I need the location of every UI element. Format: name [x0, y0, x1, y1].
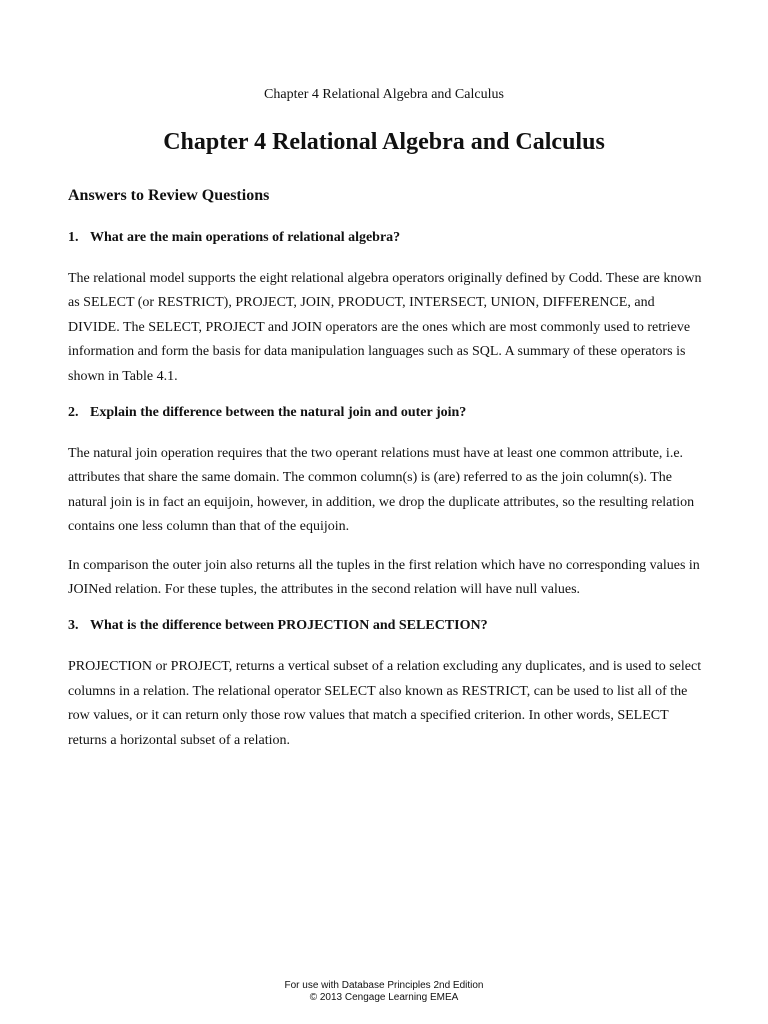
- page-footer: [0, 980, 768, 1004]
- answer-2-paragraph-2: In comparison the outer join also returns all the tuples in the first relation which have no corresponding values in JOINed relation. For these tuples, the attributes in the second relation will have null values.: [68, 557, 700, 598]
- question-number: 3.: [68, 618, 79, 634]
- question-text: What are the main operations of relational algebra?: [90, 230, 401, 245]
- section-heading: Answers to Review Questions: [68, 187, 270, 204]
- question-number: 1.: [68, 230, 79, 245]
- footer-copyright: © 2013 Cengage Learning EMEA: [309, 992, 459, 1003]
- question-2: [68, 403, 708, 423]
- question-text: What is the difference between PROJECTION and SELECTION?: [90, 618, 488, 634]
- footer-line-1: For use with Database Principles 2nd Edition: [284, 980, 484, 991]
- answer-1-paragraph-1: The relational model supports the eight relational algebra operators originally defined by Codd. These are known as SELECT (or RESTRICT), PROJECT, JOIN, PRODUCT, INTERSECT, UNION, DIFFERENCE, and DIVIDE. The SELECT, PROJECT and JOIN operators are the ones which are most commonly used to retrieve information and form the basis for data manipulation languages such as SQL. A summary of these operators is shown in Table 4.1.: [68, 271, 702, 384]
- answer-3-paragraph-1: PROJECTION or PROJECT, returns a vertical subset of a relation excluding any duplicates, and is used to select columns in a relation. The relational operator SELECT also known as RESTRICT, can be used to list all of the row values, or it can return only those row values that match a specified criterion. In other words, SELECT returns a horizontal subset of a relation.: [68, 659, 702, 748]
- question-3: [68, 616, 708, 636]
- question-text: Explain the difference between the natural join and outer join?: [90, 405, 467, 421]
- main-content: [68, 186, 708, 767]
- answer-2-paragraph-1: The natural join operation requires that the two operant relations must have at least one common attribute, i.e. attributes that share the same domain. The common column(s) is (are) referred to as the join column(s). The natural join is in fact an equijoin, however, in addition, we drop the duplicate attributes, so the resulting relation contains one less column than that of the equijoin.: [68, 446, 695, 535]
- running-header: Chapter 4 Relational Algebra and Calculus: [264, 87, 504, 102]
- question-1: [68, 228, 708, 248]
- chapter-title: Chapter 4 Relational Algebra and Calculus: [163, 129, 605, 155]
- question-number: 2.: [68, 405, 79, 421]
